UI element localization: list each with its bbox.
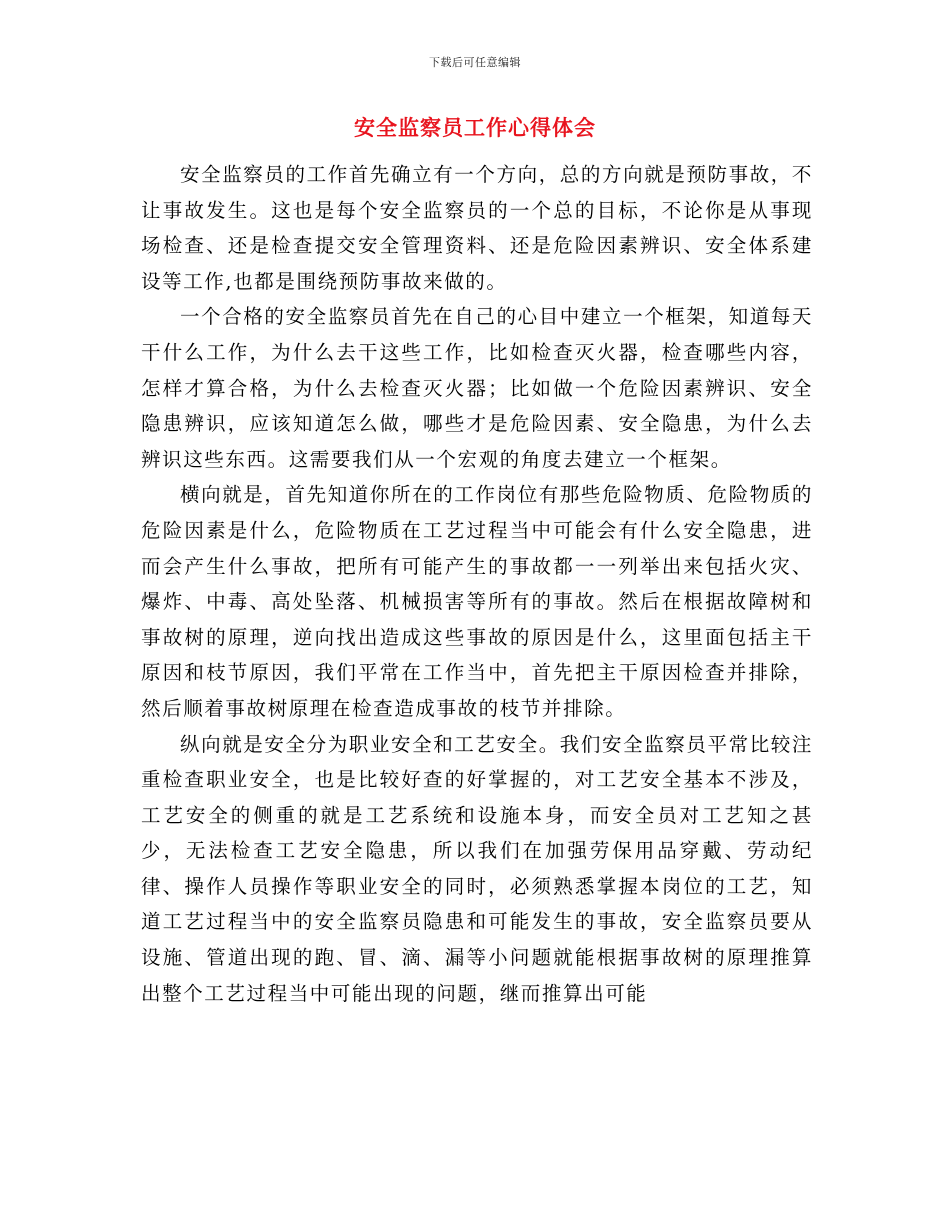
paragraph-1: 安全监察员的工作首先确立有一个方向，总的方向就是预防事故，不让事故发生。这也是每个安全监察员的一个总的目标，不论你是从事现场检查、还是检查提交安全管理资料、还是危险因素辨识、安全体系建设等工作,也都是围绕预防事故来做的。 — [141, 163, 814, 293]
page-header-note: 下载后可任意编辑 — [429, 56, 521, 69]
paragraph-2: 一个合格的安全监察员首先在自己的心目中建立一个框架，知道每天干什么工作，为什么去干这些工作，比如检查灭火器，检查哪些内容，怎样才算合格，为什么去检查灭火器；比如做一个危险因素辨识、安全隐患辨识，应该知道怎么做，哪些才是危险因素、安全隐患，为什么去辨识这些东西。这需要我们从一个宏观的角度去建立一个框架。 — [141, 305, 814, 471]
paragraph-4: 纵向就是安全分为职业安全和工艺安全。我们安全监察员平常比较注重检查职业安全，也是比较好查的好掌握的，对工艺安全基本不涉及，工艺安全的侧重的就是工艺系统和设施本身，而安全员对工艺知之甚少，无法检查工艺安全隐患，所以我们在加强劳保用品穿戴、劳动纪律、操作人员操作等职业安全的同时，必须熟悉掌握本岗位的工艺，知道工艺过程当中的安全监察员隐患和可能发生的事故，安全监察员要从设施、管道出现的跑、冒、滴、漏等小问题就能根据事故树的原理推算出整个工艺过程当中可能出现的问题，继而推算出可能 — [141, 732, 814, 1005]
document-body — [141, 157, 813, 1011]
document-title: 安全监察员工作心得体会 — [354, 116, 596, 140]
paragraph-3: 横向就是，首先知道你所在的工作岗位有那些危险物质、危险物质的危险因素是什么，危险物质在工艺过程当中可能会有什么安全隐患，进而会产生什么事故，把所有可能产生的事故都一一列举出来包括火灾、爆炸、中毒、高处坠落、机械损害等所有的事故。然后在根据故障树和事故树的原理，逆向找出造成这些事故的原因是什么，这里面包括主干原因和枝节原因，我们平常在工作当中，首先把主干原因检查并排除，然后顺着事故树原理在检查造成事故的枝节并排除。 — [141, 483, 814, 720]
